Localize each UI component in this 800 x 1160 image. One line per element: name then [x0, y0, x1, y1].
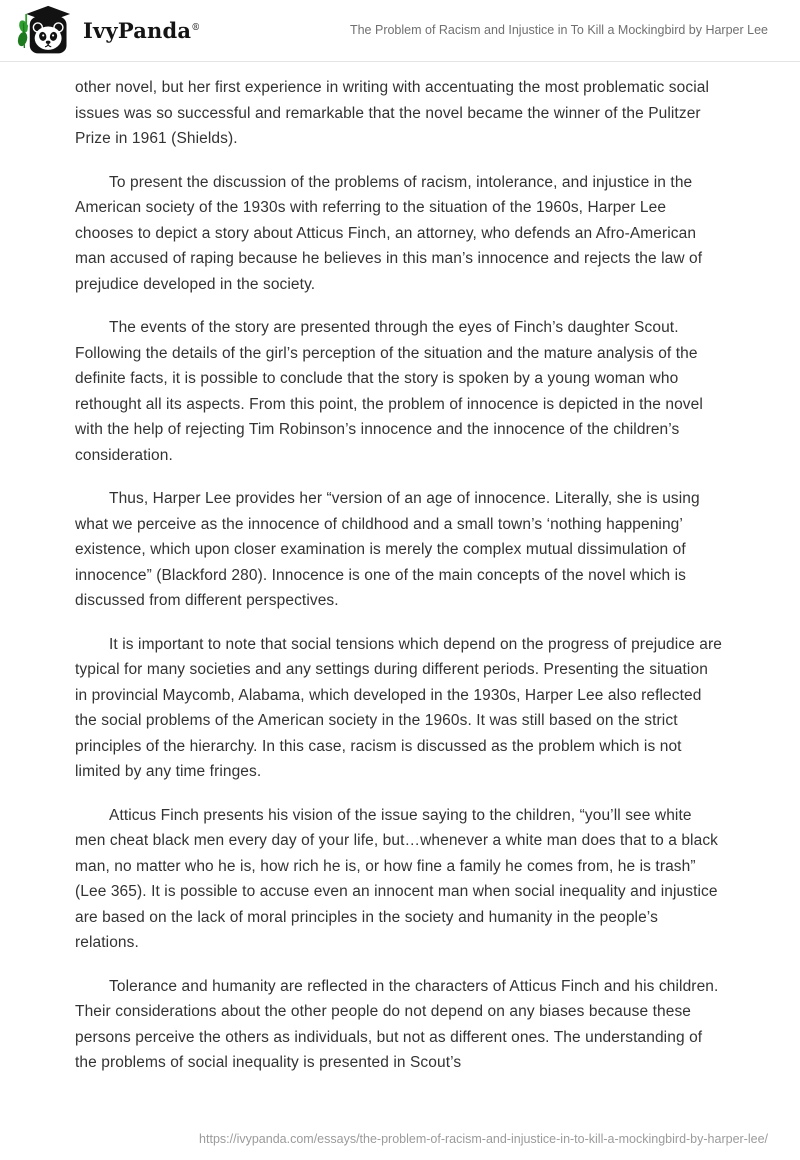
- registered-mark: ®: [191, 23, 201, 33]
- page-footer: [0, 1130, 768, 1148]
- essay-paragraph: The events of the story are presented through the eyes of Finch’s daughter Scout. Following the details of the girl’s perception of the situation and the mature analysis of the definite facts, it is possible to conclude that the story is spoken by a young woman who rethought all its aspects. From this point, the problem of innocence is depicted in the novel with the help of rejecting Tim Robinson’s innocence and the innocence of the children’s consideration.: [75, 319, 703, 464]
- essay-paragraph: Tolerance and humanity are reflected in the characters of Atticus Finch and his children. Their considerations about the other people do not depend on any biases because these persons perceive the others as individuals, but not as different ones. The understanding of the problems of social inequality is presented in Scout’s: [75, 977, 719, 1071]
- document-title: The Problem of Racism and Injustice in To Kill a Mockingbird by Harper Lee: [349, 23, 768, 38]
- essay-paragraph: It is important to note that social tensions which depend on the progress of prejudice are typical for many societies and any settings during different periods. Presenting the situation in provincial Maycomb, Alabama, which developed in the 1930s, Harper Lee also reflected the social problems of the American society in the 1960s. It was still based on the strict principles of the hierarchy. In this case, racism is discussed as the problem which is not limited by any time fringes.: [75, 635, 722, 780]
- essay-content: [0, 62, 800, 1076]
- essay-paragraph: Atticus Finch presents his vision of the issue saying to the children, “you’ll see white men cheat black men every day of your life, but…whenever a white man does that to a black man, no matter who he is, how rich he is, or how fine a family he comes from, he is trash” (Lee 365). It is possible to accuse even an innocent man when social inequality and injustice are based on the lack of moral principles in the society and humanity in the people’s relations.: [75, 806, 719, 951]
- source-url[interactable]: https://ivypanda.com/essays/the-problem-of-racism-and-injustice-in-to-kill-a-mockingbird-by-harper-lee/: [199, 1132, 768, 1146]
- page-header: [0, 0, 800, 62]
- panda-logo-icon: [16, 5, 74, 57]
- essay-paragraph: Thus, Harper Lee provides her “version of an age of innocence. Literally, she is using what we perceive as the innocence of childhood and a small town’s ‘nothing happening’ existence, which upon closer examination is merely the complex mutual dissimulation of innocence” (Blackford 280). Innocence is one of the main concepts of the novel which is discussed from different perspectives.: [75, 490, 700, 609]
- essay-paragraph: To present the discussion of the problems of racism, intolerance, and injustice in the American society of the 1930s with referring to the situation of the 1960s, Harper Lee chooses to depict a story about Atticus Finch, an attorney, who defends an Afro-American man accused of raping because he believes in this man’s innocence and rejects the law of prejudice developed in the society.: [75, 173, 703, 293]
- essay-paragraph: other novel, but her first experience in writing with accentuating the most problematic social issues was so successful and remarkable that the novel became the winner of the Pulitzer Prize in 1961 (Shields).: [75, 79, 710, 147]
- brand-name: IvyPanda®: [83, 18, 201, 43]
- ivypanda-logo[interactable]: [16, 5, 200, 57]
